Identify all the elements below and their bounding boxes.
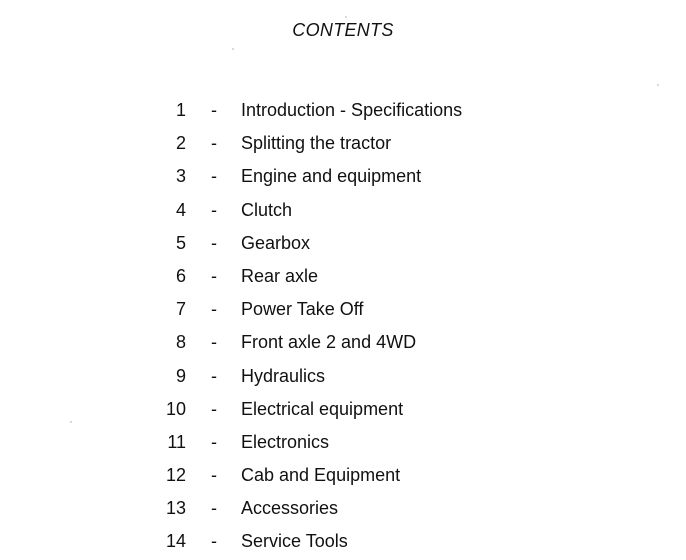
toc-entry-number: 10 — [165, 398, 186, 419]
scan-speck — [345, 16, 347, 18]
toc-entry — [0, 195, 680, 228]
toc-entry — [0, 361, 680, 394]
toc-entry-separator: - — [211, 100, 217, 120]
toc-entry — [0, 427, 680, 460]
toc-entry-label: Rear axle — [241, 265, 319, 286]
toc-entry-separator: - — [211, 332, 217, 353]
toc-entry — [0, 294, 680, 327]
toc-entry — [0, 327, 680, 360]
page-title: CONTENTS — [292, 20, 394, 40]
toc-entry-number: 14 — [165, 531, 186, 552]
toc-entry-label: Engine and equipment — [241, 166, 422, 187]
toc-entry-label: Hydraulics — [241, 365, 326, 386]
scan-speck — [232, 48, 234, 50]
toc-entry-separator: - — [211, 365, 217, 386]
toc-entry-label: Electrical equipment — [241, 398, 404, 419]
toc-entry-number: 13 — [165, 498, 186, 519]
toc-entry — [0, 394, 680, 427]
toc-entry-label: Introduction - Specifications — [241, 100, 463, 120]
toc-entry-number: 5 — [175, 232, 186, 253]
toc-entry-label: Gearbox — [241, 232, 311, 253]
toc-entry-label: Clutch — [241, 199, 293, 220]
toc-entry-label: Service Tools — [241, 531, 348, 552]
toc-entry-separator: - — [211, 166, 217, 187]
toc-entry-number: 12 — [165, 465, 186, 486]
toc-entry-label: Front axle 2 and 4WD — [241, 332, 417, 353]
toc-entry — [0, 128, 680, 161]
toc-entry-separator: - — [211, 398, 217, 419]
toc-entry-separator: - — [211, 133, 217, 154]
toc-entry — [0, 526, 680, 559]
toc-entry-separator: - — [211, 299, 217, 320]
toc-entry-label: Electronics — [241, 431, 330, 452]
toc-entry-label: Cab and Equipment — [241, 465, 401, 486]
toc-entry-separator: - — [211, 498, 217, 519]
toc-entry-number: 2 — [175, 133, 186, 154]
toc-entry-number: 8 — [175, 332, 186, 353]
toc-entry-number: 9 — [175, 365, 186, 386]
toc-entry-label: Accessories — [241, 498, 339, 519]
toc-entry — [0, 493, 680, 526]
toc-entry-separator: - — [211, 431, 217, 452]
toc-entry-number: 3 — [175, 166, 186, 187]
table-of-contents — [0, 95, 680, 560]
toc-entry-number: 4 — [175, 199, 186, 220]
toc-entry-number: 6 — [175, 265, 186, 286]
toc-entry — [0, 228, 680, 261]
toc-entry-separator: - — [211, 232, 217, 253]
scan-speck — [70, 421, 72, 423]
scan-speck — [657, 84, 659, 86]
toc-entry — [0, 460, 680, 493]
toc-entry-separator: - — [211, 199, 217, 220]
toc-entry-number: 7 — [175, 299, 186, 320]
toc-entry-label: Power Take Off — [241, 299, 364, 320]
toc-entry-separator: - — [211, 465, 217, 486]
toc-entry — [0, 161, 680, 194]
toc-entry-number: 11 — [167, 431, 186, 452]
toc-entry-label: Splitting the tractor — [241, 133, 392, 154]
toc-entry-separator: - — [211, 531, 217, 552]
toc-entry — [0, 261, 680, 294]
toc-entry-number: 1 — [175, 100, 186, 120]
toc-entry — [0, 95, 680, 128]
toc-entry-separator: - — [211, 265, 217, 286]
